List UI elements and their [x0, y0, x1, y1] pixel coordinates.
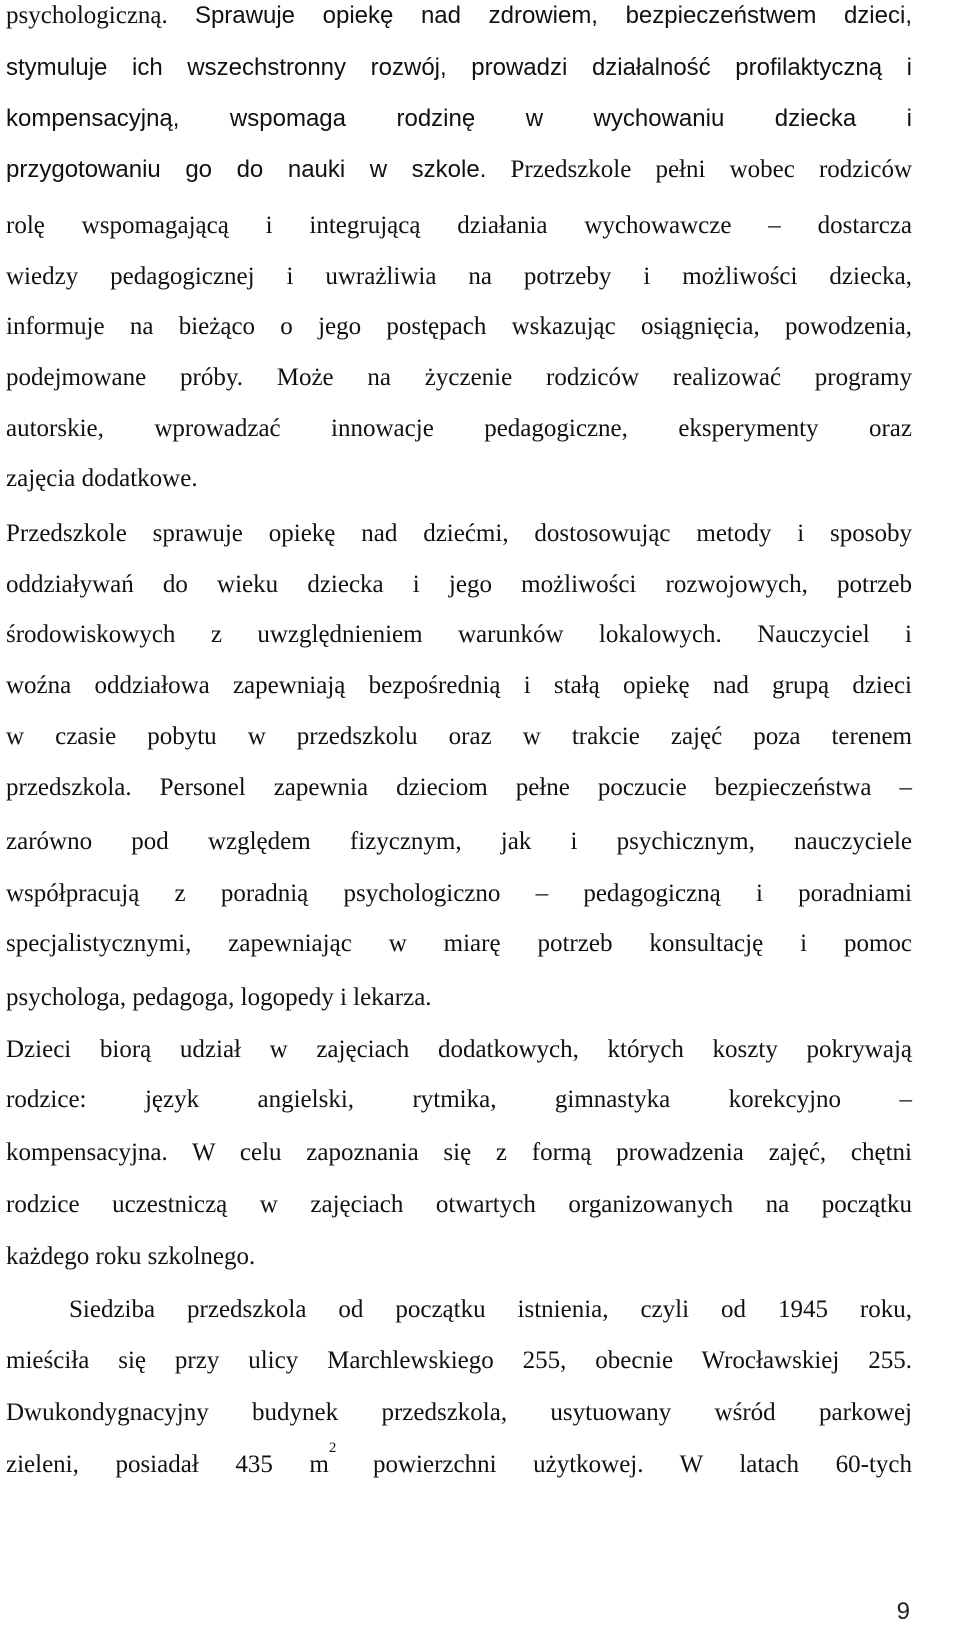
text-line: kompensacyjną, wspomaga rodzinę w wychowaniu dziecka i — [6, 105, 912, 132]
text-line: rodzice uczestniczą w zajęciach otwartych organizowanych na początku — [6, 1191, 912, 1218]
text-segment: zieleni, posiadał 435 m — [6, 1451, 329, 1478]
text-line: woźna oddziałowa zapewniają bezpośrednią i stałą opiekę nad grupą dzieci — [6, 672, 912, 699]
text-line: Przedszkole sprawuje opiekę nad dziećmi, dostosowując metody i sposoby — [6, 520, 912, 547]
text-segment: Przedszkole pełni wobec rodziców — [486, 156, 912, 183]
text-line: rodzice: język angielski, rytmika, gimnastyka korekcyjno – — [6, 1086, 912, 1113]
text-line: autorskie, wprowadzać innowacje pedagogiczne, eksperymenty oraz — [6, 415, 912, 442]
text-line: Dwukondygnacyjny budynek przedszkola, usytuowany wśród parkowej — [6, 1399, 912, 1426]
text-segment: przygotowaniu go do nauki w szkole. — [6, 156, 487, 183]
text-line: zajęcia dodatkowe. — [6, 465, 198, 492]
text-segment: powierzchni użytkowej. W latach 60-tych — [336, 1451, 912, 1478]
text-line: rolę wspomagającą i integrującą działania wychowawcze – dostarcza — [6, 212, 912, 239]
text-line: Siedziba przedszkola od początku istnienia, czyli od 1945 roku, — [69, 1296, 912, 1323]
text-line: przedszkola. Personel zapewnia dzieciom pełne poczucie bezpieczeństwa – — [6, 774, 912, 801]
text-line: oddziaływań do wieku dziecka i jego możliwości rozwojowych, potrzeb — [6, 571, 912, 598]
text-line: współpracują z poradnią psychologiczno – pedagogiczną i poradniami — [6, 880, 912, 907]
text-line: informuje na bieżąco o jego postępach wskazując osiągnięcia, powodzenia, — [6, 313, 912, 340]
superscript: 2 — [328, 1440, 337, 1456]
text-line: środowiskowych z uwzględnieniem warunków lokalowych. Nauczyciel i — [6, 621, 912, 648]
text-segment: psychologiczną. — [6, 2, 195, 29]
text-line — [6, 0, 912, 36]
text-line: każdego roku szkolnego. — [6, 1243, 256, 1270]
text-line: kompensacyjna. W celu zapoznania się z formą prowadzenia zajęć, chętni — [6, 1139, 912, 1166]
page-number: 9 — [896, 1598, 910, 1625]
text-line: specjalistycznymi, zapewniając w miarę potrzeb konsultację i pomoc — [6, 930, 912, 957]
text-line: podejmowane próby. Może na życzenie rodziców realizować programy — [6, 364, 912, 391]
text-line: zarówno pod względem fizycznym, jak i psychicznym, nauczyciele — [6, 828, 912, 855]
text-line — [6, 150, 912, 190]
text-line: wiedzy pedagogicznej i uwrażliwia na potrzeby i możliwości dziecka, — [6, 263, 912, 290]
text-line: psychologa, pedagoga, logopedy i lekarza. — [6, 984, 432, 1011]
text-segment: Sprawuje opiekę nad zdrowiem, bezpieczeństwem dzieci, — [194, 2, 912, 29]
text-line: mieściła się przy ulicy Marchlewskiego 255, obecnie Wrocławskiej 255. — [6, 1347, 912, 1374]
text-line: stymuluje ich wszechstronny rozwój, prowadzi działalność profilaktyczną i — [6, 54, 912, 81]
text-line: Dzieci biorą udział w zajęciach dodatkowych, których koszty pokrywają — [6, 1036, 912, 1063]
text-line: w czasie pobytu w przedszkolu oraz w trakcie zajęć poza terenem — [6, 723, 912, 750]
text-line — [6, 1440, 912, 1485]
